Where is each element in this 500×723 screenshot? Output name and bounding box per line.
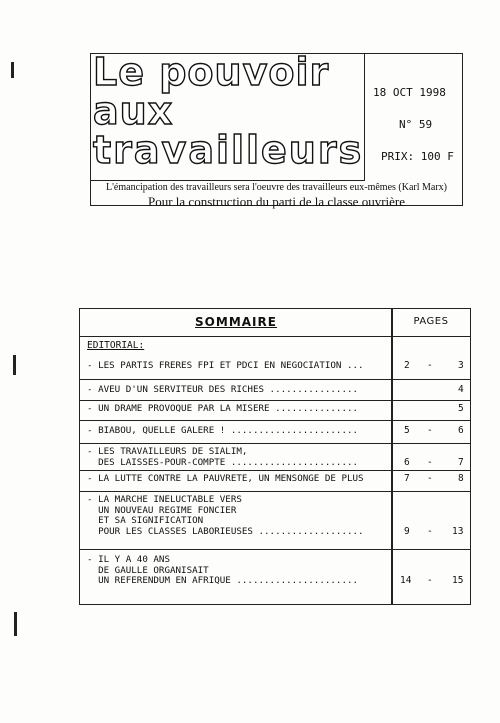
scan-speck	[11, 62, 14, 78]
contents-entry: - LES TRAVAILLEURS DE SIALIM, DES LAISSES-POUR-COMPTE .......................	[87, 447, 359, 468]
row-divider	[80, 549, 470, 550]
page-to: 6	[458, 425, 464, 436]
contents-entry: - IL Y A 40 ANS DE GAULLE ORGANISAIT UN REFERENDUM EN AFRIQUE ......................	[87, 555, 359, 586]
logo-line: travailleurs	[93, 128, 364, 172]
newspaper-logo	[91, 50, 365, 181]
pages-header: PAGES	[413, 316, 449, 327]
page-dash: -	[427, 456, 433, 468]
page-from: 7	[404, 473, 410, 484]
page-from: 5	[404, 425, 410, 436]
contents-entry: - AVEU D'UN SERVITEUR DES RICHES ................	[87, 385, 359, 395]
page-dash: -	[427, 360, 433, 371]
page-to: 3	[458, 360, 464, 371]
row-divider	[80, 491, 470, 492]
row-divider	[80, 379, 470, 380]
page-from: 2	[404, 360, 410, 371]
page-to: 8	[458, 473, 464, 484]
row-divider	[80, 420, 470, 421]
page-to: 13	[452, 525, 464, 537]
logo-line: aux	[93, 89, 174, 133]
issue-number: N° 59	[399, 118, 433, 131]
row-divider	[80, 443, 470, 444]
issue-info	[371, 54, 461, 181]
contents-entry: - LA MARCHE INELUCTABLE VERS UN NOUVEAU REGIME FONCIER ET SA SIGNIFICATION POUR LES CLASSES LABORIEUSES ...................	[87, 495, 364, 537]
motto: L'émancipation des travailleurs sera l'oeuvre des travailleurs eux-mêmes (Karl Marx)	[106, 182, 447, 193]
issue-date: 18 OCT 1998	[373, 86, 446, 99]
page-from: 9	[404, 525, 410, 537]
subtitle: Pour la construction du parti de la classe ouvrière	[147, 194, 406, 209]
scan-speck	[14, 612, 17, 636]
contents-entry: - UN DRAME PROVOQUE PAR LA MISERE ...............	[87, 404, 359, 414]
page-from: 14	[400, 575, 412, 586]
issue-price: PRIX: 100 F	[381, 150, 454, 163]
page-dash: -	[427, 525, 433, 537]
page-to: 15	[452, 575, 464, 586]
contents-entry: - LES PARTIS FRERES FPI ET PDCI EN NEGOCIATION ...	[87, 361, 364, 371]
row-divider	[80, 470, 470, 471]
contents-entry: - LA LUTTE CONTRE LA PAUVRETE, UN MENSONGE DE PLUS	[87, 474, 364, 484]
page-dash: -	[427, 425, 433, 436]
page-dash: -	[427, 473, 433, 484]
logo-line: Le pouvoir	[93, 50, 330, 94]
page-dash: -	[427, 575, 433, 586]
row-divider	[80, 400, 470, 401]
contents-header	[80, 309, 470, 337]
page-to: 5	[458, 403, 464, 414]
table-of-contents	[79, 308, 471, 605]
section-label: EDITORIAL:	[87, 340, 145, 351]
scan-speck	[13, 355, 16, 375]
page-to: 7	[458, 456, 464, 468]
contents-entry: - BIABOU, QUELLE GALERE ! .......................	[87, 426, 359, 436]
masthead	[90, 50, 463, 209]
page-to: 4	[458, 384, 464, 395]
contents-title: SOMMAIRE	[195, 315, 277, 329]
page-from: 6	[404, 456, 410, 468]
